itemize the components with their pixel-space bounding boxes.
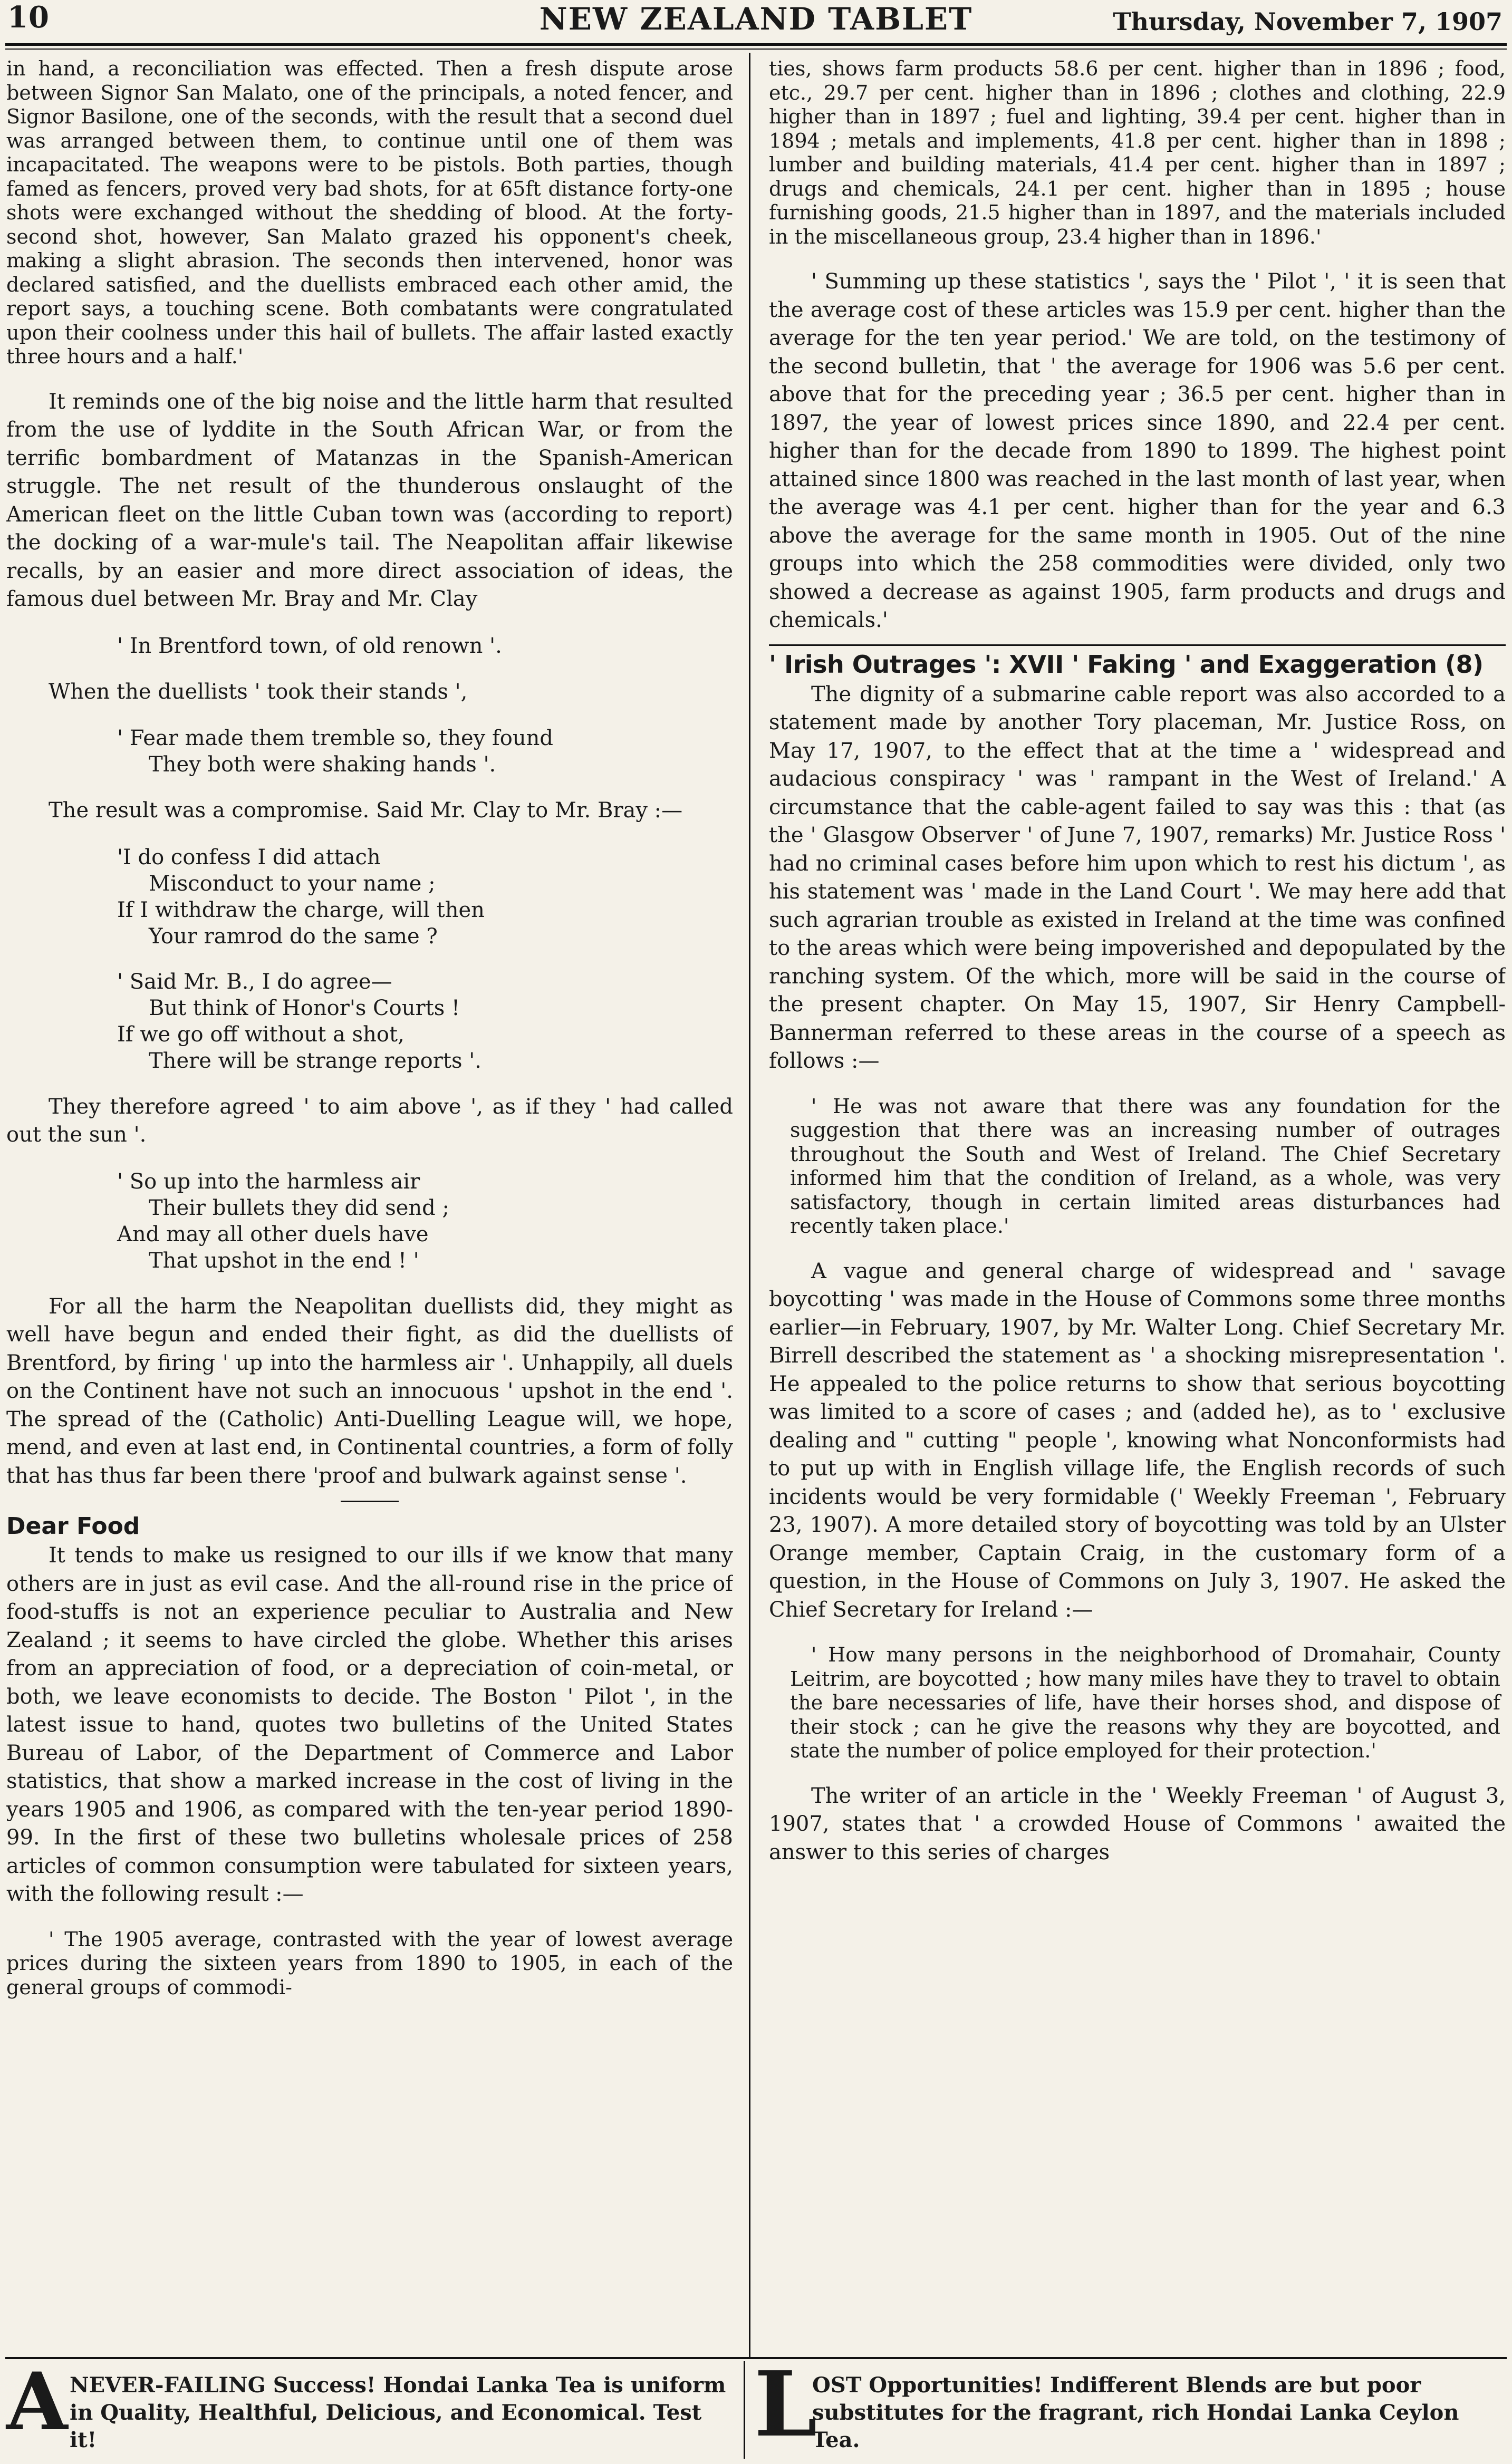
advertisement-right bbox=[754, 2352, 1506, 2457]
verse-agree: ' Said Mr. B., I do agree— But think of Honor's Courts ! If we go off without a shot, There will be strange reports '. bbox=[117, 969, 481, 1073]
masthead-title: NEW ZEALAND TABLET bbox=[539, 1, 973, 37]
bulletin-quote-start: ' The 1905 average, contrasted with the year of lowest average prices during the sixteen years from 1890 to 1905, in each of the general groups of commodi- bbox=[6, 1927, 733, 1999]
weekly-freeman-paragraph: The writer of an article in the ' Weekly Freeman ' of August 3, 1907, states that ' a crowded House of Commons ' awaited the answer to this series of charges bbox=[769, 1783, 1506, 1864]
compromise-paragraph: The result was a compromise. Said Mr. Clay to Mr. Bray :— bbox=[49, 798, 683, 823]
craig-question-quote: ' How many persons in the neighborhood of Dromahair, County Leitrim, are boycotted ; how many miles have they to travel to obtain the bare necessaries of life, have their horses shod, and dispose of their stock ; can he give the reasons why they are boycotted, and state the number of police employed for their protection.' bbox=[790, 1643, 1500, 1762]
right-column bbox=[769, 57, 1506, 2351]
footer-column-rule bbox=[744, 2361, 745, 2459]
ad-right-text: OST Opportunities! Indifferent Blends are but poor substitutes for the fragrant, rich Hondai Lanka Ceylon Tea. bbox=[812, 2373, 1459, 2452]
bulletin-quote-continued: ties, shows farm products 58.6 per cent. higher than in 1896 ; food, etc., 29.7 per cent. higher than in 1896 ; clothes and clothing, 22.9 higher than in 1897 ; fuel and lighting, 39.4 per cent. higher than in 1894 ; metals and implements, 41.8 per cent. higher than in 1898 ; lumber and building materials, 41.4 per cent. higher than in 1897 ; drugs and chemicals, 24.1 per cent. higher than in 1895 ; house furnishing goods, 21.5 higher than in 1897, and the materials included in the miscellaneous group, 23.4 higher than in 1896.' bbox=[769, 57, 1506, 248]
verse-confess: 'I do confess I did attach Misconduct to your name ; If I withdraw the charge, will then Your ramrod do the same ? bbox=[117, 845, 485, 949]
verse-fear: ' Fear made them tremble so, they found They both were shaking hands '. bbox=[117, 726, 554, 777]
lyddite-paragraph: It reminds one of the big noise and the little harm that resulted from the use of lyddite in the South African War, or from the terrific bombardment of Matanzas in the Spanish-American struggle. The net result of the thunderous onslaught of the American fleet on the little Cuban town was (according to report) the docking of a war-mule's tail. The Neapolitan affair likewise recalls, by an easier and more direct association of ideas, the famous duel between Mr. Bray and Mr. Clay bbox=[6, 389, 733, 611]
ad-left-drop-cap: A bbox=[6, 2355, 68, 2448]
page-header bbox=[5, 0, 1507, 37]
dear-food-heading: Dear Food bbox=[6, 1513, 140, 1540]
duel-paragraph-continued: in hand, a reconciliation was effected. Then a fresh dispute arose between Signor San Malato, one of the principals, a noted fencer, and Signor Basilone, one of the seconds, with the result that a second duel was arranged between them, to continue until one of them was incapacitated. The weapons were to be pistols. Both parties, though famed as fencers, proved very bad shots, for at 65ft distance forty-one shots were exchanged without the shedding of blood. At the forty-second shot, however, San Malato grazed his opponent's cheek, making a slight abrasion. The seconds then intervened, honor was declared satisfied, and the duellists embraced each other amid, the report says, a touching scene. Both combatants were congratulated upon their coolness under this hail of bullets. The affair lasted exactly three hours and a half.' bbox=[6, 57, 733, 368]
column-rule bbox=[749, 53, 750, 2357]
verse-harmless-air: ' So up into the harmless air Their bullets they did send ; And may all other duels have That upshot in the end ! ' bbox=[117, 1169, 449, 1273]
dear-food-paragraph: It tends to make us resigned to our ills if we know that many others are in just as evil case. And the all-round rise in the price of food-stuffs is not an experience peculiar to Australia and New Zealand ; it seems to have circled the globe. Whether this arises from an appreciation of food, or a depreciation of coin-metal, or both, we leave economists to decide. The Boston ' Pilot ', in the latest issue to hand, quotes two bulletins of the United States Bureau of Labor, of the Department of Commerce and Labor statistics, that show a marked increase in the cost of living in the years 1905 and 1906, as compared with the ten-year period 1890-99. In the first of these two bulletins wholesale prices of 258 articles of common consumption were tabulated for sixteen years, with the following result :— bbox=[6, 1543, 733, 1906]
boycotting-paragraph: A vague and general charge of widespread and ' savage boycotting ' was made in the House of Commons some three months earlier—in February, 1907, by Mr. Walter Long. Chief Secretary Mr. Birrell described the statement as ' a shocking misrepresentation '. He appealed to the police returns to show that serious boycotting was limited to a score of cases ; and (added he), as to ' exclusive dealing and " cutting " people ', knowing what Nonconformists had to put up with in English village life, the English records of such incidents would be very formidable (' Weekly Freeman ', February 23, 1907). A more detailed story of boycotting was told by an Ulster Orange member, Captain Craig, in the customary form of a question, in the House of Commons on July 3, 1907. He asked the Chief Secretary for Ireland :— bbox=[769, 1259, 1506, 1622]
advertisement-left bbox=[6, 2355, 734, 2457]
verse-brentford: ' In Brentford town, of old renown '. bbox=[117, 633, 502, 658]
header-rule bbox=[5, 43, 1507, 46]
campbell-bannerman-quote: ' He was not aware that there was any foundation for the suggestion that there was an increasing number of outrages throughout the South and West of Ireland. The Chief Secretary informed him that the condition of Ireland, as a whole, was very satisfactory, though in certain limited areas disturbances had recently taken place.' bbox=[790, 1094, 1500, 1238]
section-divider bbox=[341, 1501, 399, 1502]
page-number: 10 bbox=[7, 0, 50, 35]
cable-report-paragraph: The dignity of a submarine cable report was also accorded to a statement made by another Tory placeman, Mr. Justice Ross, on May 17, 1907, to the effect that at the time a ' widespread and audacious conspiracy ' was ' rampant in the West of Ireland.' A circumstance that the cable-agent failed to say was this : that (as the ' Glasgow Observer ' of June 7, 1907, remarks) Mr. Justice Ross ' had no criminal cases before him upon which to rest his dictum ', as his statement was ' made in the Land Court '. We may here add that such agrarian trouble as existed in Ireland at the time was confined to the areas which were being impoverished and depopulated by the ranching system. Of the which, more will be said in the course of the present chapter. On May 15, 1907, Sir Henry Campbell-Bannerman referred to these areas in the course of a speech as follows :— bbox=[769, 682, 1506, 1073]
left-column bbox=[6, 57, 733, 2351]
irish-outrages-heading: ' Irish Outrages ': XVII ' Faking ' and Exaggeration (8) bbox=[769, 650, 1484, 679]
summing-up-paragraph: ' Summing up these statistics ', says the ' Pilot ', ' it is seen that the average cost of these articles was 15.9 per cent. higher than the average for the ten year period.' We are told, on the testimony of the second bulletin, that ' the average for 1906 was 5.6 per cent. above that for the preceding year ; 36.5 per cent. higher than in 1897, the year of lowest prices since 1890, and 22.4 per cent. higher than for the decade from 1890 to 1899. The highest point attained since 1800 was reached in the last month of last year, when the average was 4.1 per cent. higher than for the year and 6.3 above the average for the same month in 1905. Out of the nine groups into which the 258 commodities were divided, only two showed a decrease as against 1905, farm products and drugs and chemicals.' bbox=[769, 269, 1506, 632]
issue-date: Thursday, November 7, 1907 bbox=[1113, 7, 1503, 36]
aim-above-paragraph: They therefore agreed ' to aim above ', as if they ' had called out the sun '. bbox=[6, 1094, 733, 1147]
section-divider-right bbox=[769, 644, 1506, 646]
ad-right-drop-cap: L bbox=[754, 2352, 817, 2457]
header-rule-thin bbox=[5, 49, 1507, 50]
anti-duelling-paragraph: For all the harm the Neapolitan duellists did, they might as well have begun and ended their fight, as did the duellists of Brentford, by firing ' up into the harmless air '. Unhappily, all duels on the Continent have not such an innocuous ' upshot in the end '. The spread of the (Catholic) Anti-Duelling League will, we hope, mend, and even at last end, in Continental countries, a form of folly that has thus far been there 'proof and bulwark against sense '. bbox=[6, 1294, 733, 1488]
duellists-stands-line: When the duellists ' took their stands ', bbox=[49, 679, 468, 704]
ad-left-text: NEVER-FAILING Success! Hondai Lanka Tea is uniform in Quality, Healthful, Delicious, and Economical. Test it! bbox=[70, 2373, 726, 2452]
